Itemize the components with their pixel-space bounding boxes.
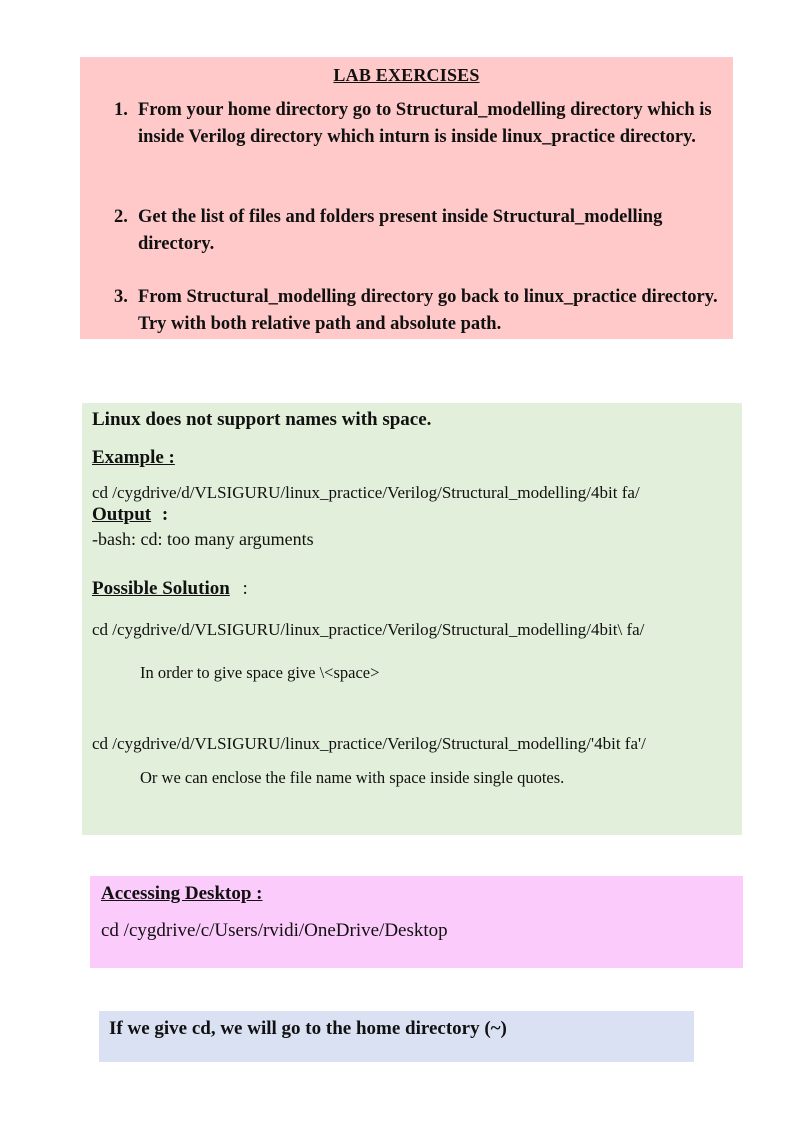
solution-colon: : <box>242 578 248 599</box>
output-label: Output <box>92 504 152 525</box>
accessing-desktop-box <box>90 876 743 968</box>
home-directory-box <box>99 1011 694 1062</box>
lab-exercises-title: LAB EXERCISES <box>333 65 480 85</box>
exercise-number: 1. <box>114 100 128 120</box>
output-colon: : <box>161 504 169 525</box>
solution-label: Possible Solution <box>92 578 230 599</box>
desktop-command: cd /cygdrive/c/Users/rvidi/OneDrive/Desktop <box>101 920 448 941</box>
example-label: Example : <box>92 447 175 468</box>
exercise-text: From your home directory go to Structural_modelling directory which is inside Verilog directory which inturn is inside linux_practice directory. <box>138 100 712 147</box>
exercise-item <box>114 284 720 337</box>
lab-exercises-box <box>80 57 733 339</box>
exercise-number: 2. <box>114 207 128 227</box>
solution-note-1: In order to give space give \<space> <box>140 663 380 682</box>
output-text: -bash: cd: too many arguments <box>92 529 314 549</box>
solution-note-2: Or we can enclose the file name with space inside single quotes. <box>140 768 565 787</box>
exercise-text: From Structural_modelling directory go back to linux_practice directory. Try with both relative path and absolute path. <box>138 287 718 334</box>
home-directory-text: If we give cd, we will go to the home directory (~) <box>109 1018 507 1039</box>
solution-command-2: cd /cygdrive/d/VLSIGURU/linux_practice/Verilog/Structural_modelling/'4bit fa'/ <box>92 734 646 753</box>
solution-command-1: cd /cygdrive/d/VLSIGURU/linux_practice/Verilog/Structural_modelling/4bit\ fa/ <box>92 620 645 639</box>
space-names-box <box>82 403 742 835</box>
example-command: cd /cygdrive/d/VLSIGURU/linux_practice/Verilog/Structural_modelling/4bit fa/ <box>92 483 640 502</box>
desktop-label: Accessing Desktop : <box>101 883 263 904</box>
output-line <box>92 504 168 526</box>
exercise-item <box>114 97 720 150</box>
exercise-item <box>114 204 720 257</box>
exercise-number: 3. <box>114 287 128 307</box>
exercise-text: Get the list of files and folders present inside Structural_modelling directory. <box>138 207 663 254</box>
solution-line <box>92 578 248 600</box>
space-heading: Linux does not support names with space. <box>92 409 432 430</box>
